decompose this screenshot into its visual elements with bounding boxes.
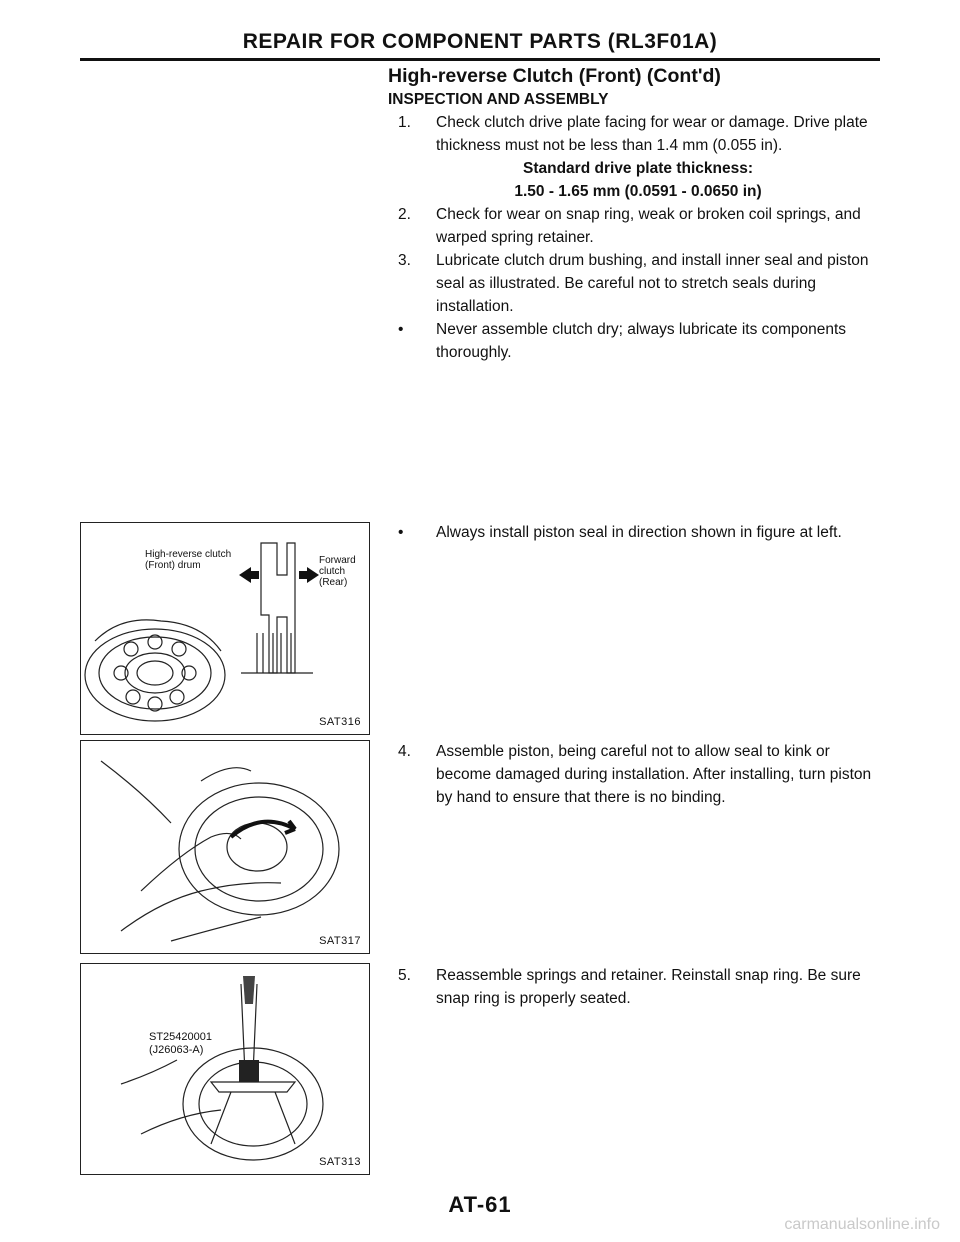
spring-compressor-illustration bbox=[81, 964, 369, 1173]
figure-id: SAT316 bbox=[319, 716, 361, 728]
bullet-2-mark: • bbox=[398, 524, 404, 541]
tool-number: ST25420001 bbox=[149, 1031, 212, 1043]
bullet-2-text: Always install piston seal in direction shown in figure at left. bbox=[436, 524, 842, 541]
figure-sat317 bbox=[80, 740, 370, 954]
step-5-text: Reassemble springs and retainer. Reinstall snap ring. Be sure snap ring is properly seated. bbox=[436, 967, 861, 1007]
step-3-text: Lubricate clutch drum bushing, and install inner seal and piston seal as illustrated. Be careful not to stretch seals during installation. bbox=[436, 252, 869, 315]
step-4-number: 4. bbox=[398, 743, 411, 760]
bullet-1-text: Never assemble clutch dry; always lubricate its components thoroughly. bbox=[436, 321, 847, 361]
tool-alt-number: (J26063-A) bbox=[149, 1044, 204, 1056]
step-2-number: 2. bbox=[398, 206, 411, 223]
label-forward-clutch: Forward clutch (Rear) bbox=[319, 555, 356, 588]
step-4-text: Assemble piston, being careful not to allow seal to kink or become damaged during installation. After installing, turn piston by hand to ensure that there is no binding. bbox=[436, 743, 872, 806]
piston-install-illustration bbox=[81, 741, 369, 952]
step-5-number: 5. bbox=[398, 967, 411, 984]
instruction-step-5 bbox=[388, 964, 888, 1010]
step-1-number: 1. bbox=[398, 114, 411, 131]
step-1 bbox=[398, 111, 888, 157]
spec-value: 1.50 - 1.65 mm (0.0591 - 0.0650 in) bbox=[514, 183, 762, 200]
figure-id: SAT313 bbox=[319, 1156, 361, 1168]
page-number: AT-61 bbox=[448, 1192, 512, 1217]
step-3 bbox=[398, 249, 888, 318]
subheading: INSPECTION AND ASSEMBLY bbox=[388, 91, 609, 108]
step-3-number: 3. bbox=[398, 252, 411, 269]
bullet-1-mark: • bbox=[398, 321, 404, 338]
step-1-text: Check clutch drive plate facing for wear or damage. Drive plate thickness must not be less than 1.4 mm (0.055 in). bbox=[436, 114, 868, 154]
step-2 bbox=[398, 203, 888, 249]
instructions-top bbox=[388, 64, 888, 364]
figure-id: SAT317 bbox=[319, 935, 361, 947]
watermark: carmanualsonline.info bbox=[784, 1216, 940, 1233]
instruction-step-4 bbox=[388, 740, 888, 809]
bullet-1 bbox=[398, 318, 888, 364]
header-rule bbox=[80, 58, 880, 61]
figure-sat316 bbox=[80, 522, 370, 735]
figure-sat313 bbox=[80, 963, 370, 1175]
page-header: REPAIR FOR COMPONENT PARTS (RL3F01A) bbox=[242, 30, 718, 53]
step-2-text: Check for wear on snap ring, weak or broken coil springs, and warped spring retainer. bbox=[436, 206, 861, 246]
section-title: High-reverse Clutch (Front) (Cont'd) bbox=[388, 65, 721, 87]
instruction-bullet-2 bbox=[388, 521, 888, 544]
label-high-reverse-drum: High-reverse clutch (Front) drum bbox=[145, 549, 232, 571]
spec-label: Standard drive plate thickness: bbox=[523, 160, 753, 177]
